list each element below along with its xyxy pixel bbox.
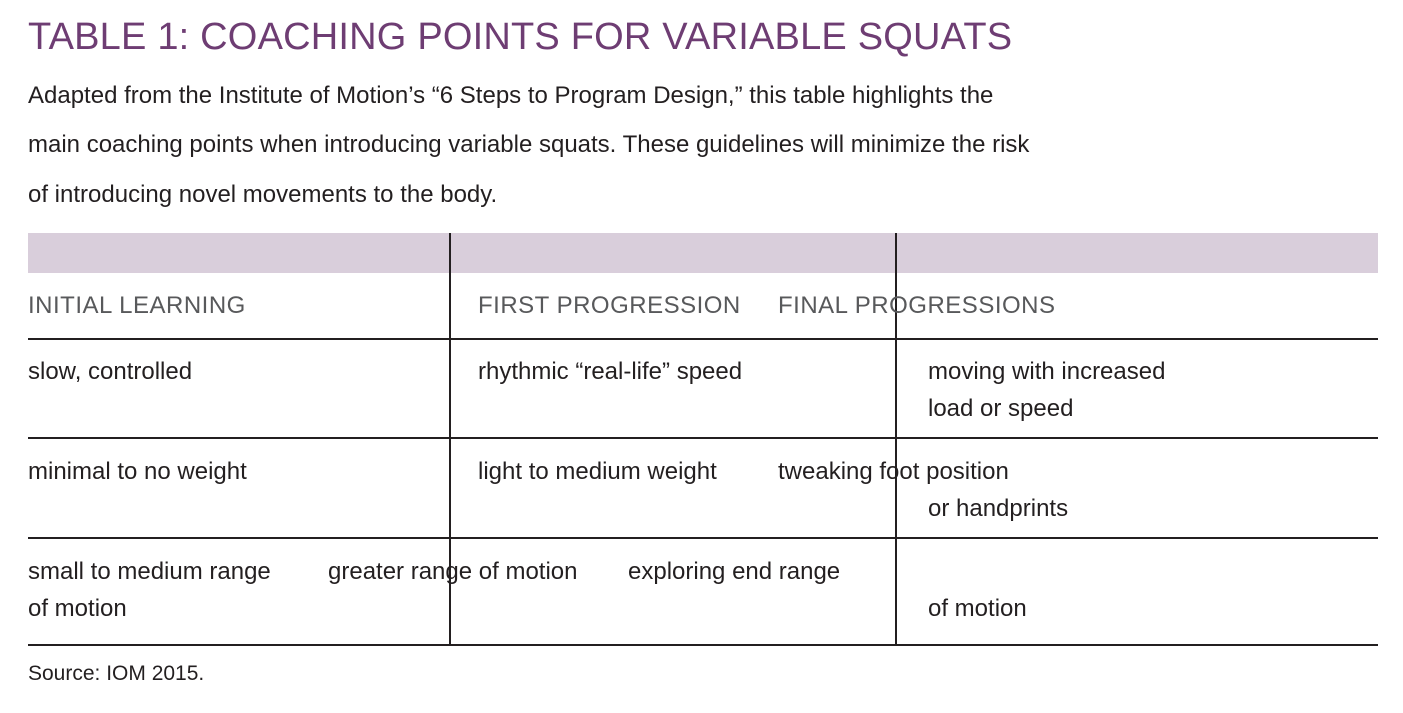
source-note: Source: IOM 2015. [28,662,205,685]
table-title: TABLE 1: COACHING POINTS FOR VARIABLE SQUATS [28,16,1013,58]
row2-initial-learning: minimal to no weight [28,458,247,485]
row2-first-progression: light to medium weight [478,458,717,485]
row3-final-progression-line2: of motion [928,595,1027,622]
row3-initial-learning-line2: of motion [28,595,127,622]
header-band [28,233,1378,273]
row1-final-progression-line2: load or speed [928,395,1074,422]
row-rule-2 [28,437,1378,439]
row-rule-1 [28,338,1378,340]
row3-first-progression: greater range of motion [328,558,578,585]
intro-line-2: main coaching points when introducing variable squats. These guidelines will minimize the risk [28,131,1030,158]
row2-final-progression-line2: or handprints [928,495,1069,522]
row1-final-progression-line1: moving with increased [928,358,1166,385]
row3-initial-learning-line1: small to medium range [28,558,271,585]
row-rule-bottom [28,644,1378,646]
header-final-progressions: FINAL PROGRESSIONS [778,292,1056,319]
row2-final-progression-line1: tweaking foot position [778,458,1009,485]
row3-final-progression-line1: exploring end range [628,558,841,585]
header-initial-learning: INITIAL LEARNING [28,292,246,319]
intro-line-1: Adapted from the Institute of Motion’s “6 Steps to Program Design,” this table highlights the [28,82,994,109]
row-rule-3 [28,537,1378,539]
intro-line-3: of introducing novel movements to the body. [28,181,498,208]
row1-first-progression: rhythmic “real-life” speed [478,358,743,385]
row1-initial-learning: slow, controlled [28,358,193,385]
header-first-progression: FIRST PROGRESSION [478,292,741,319]
